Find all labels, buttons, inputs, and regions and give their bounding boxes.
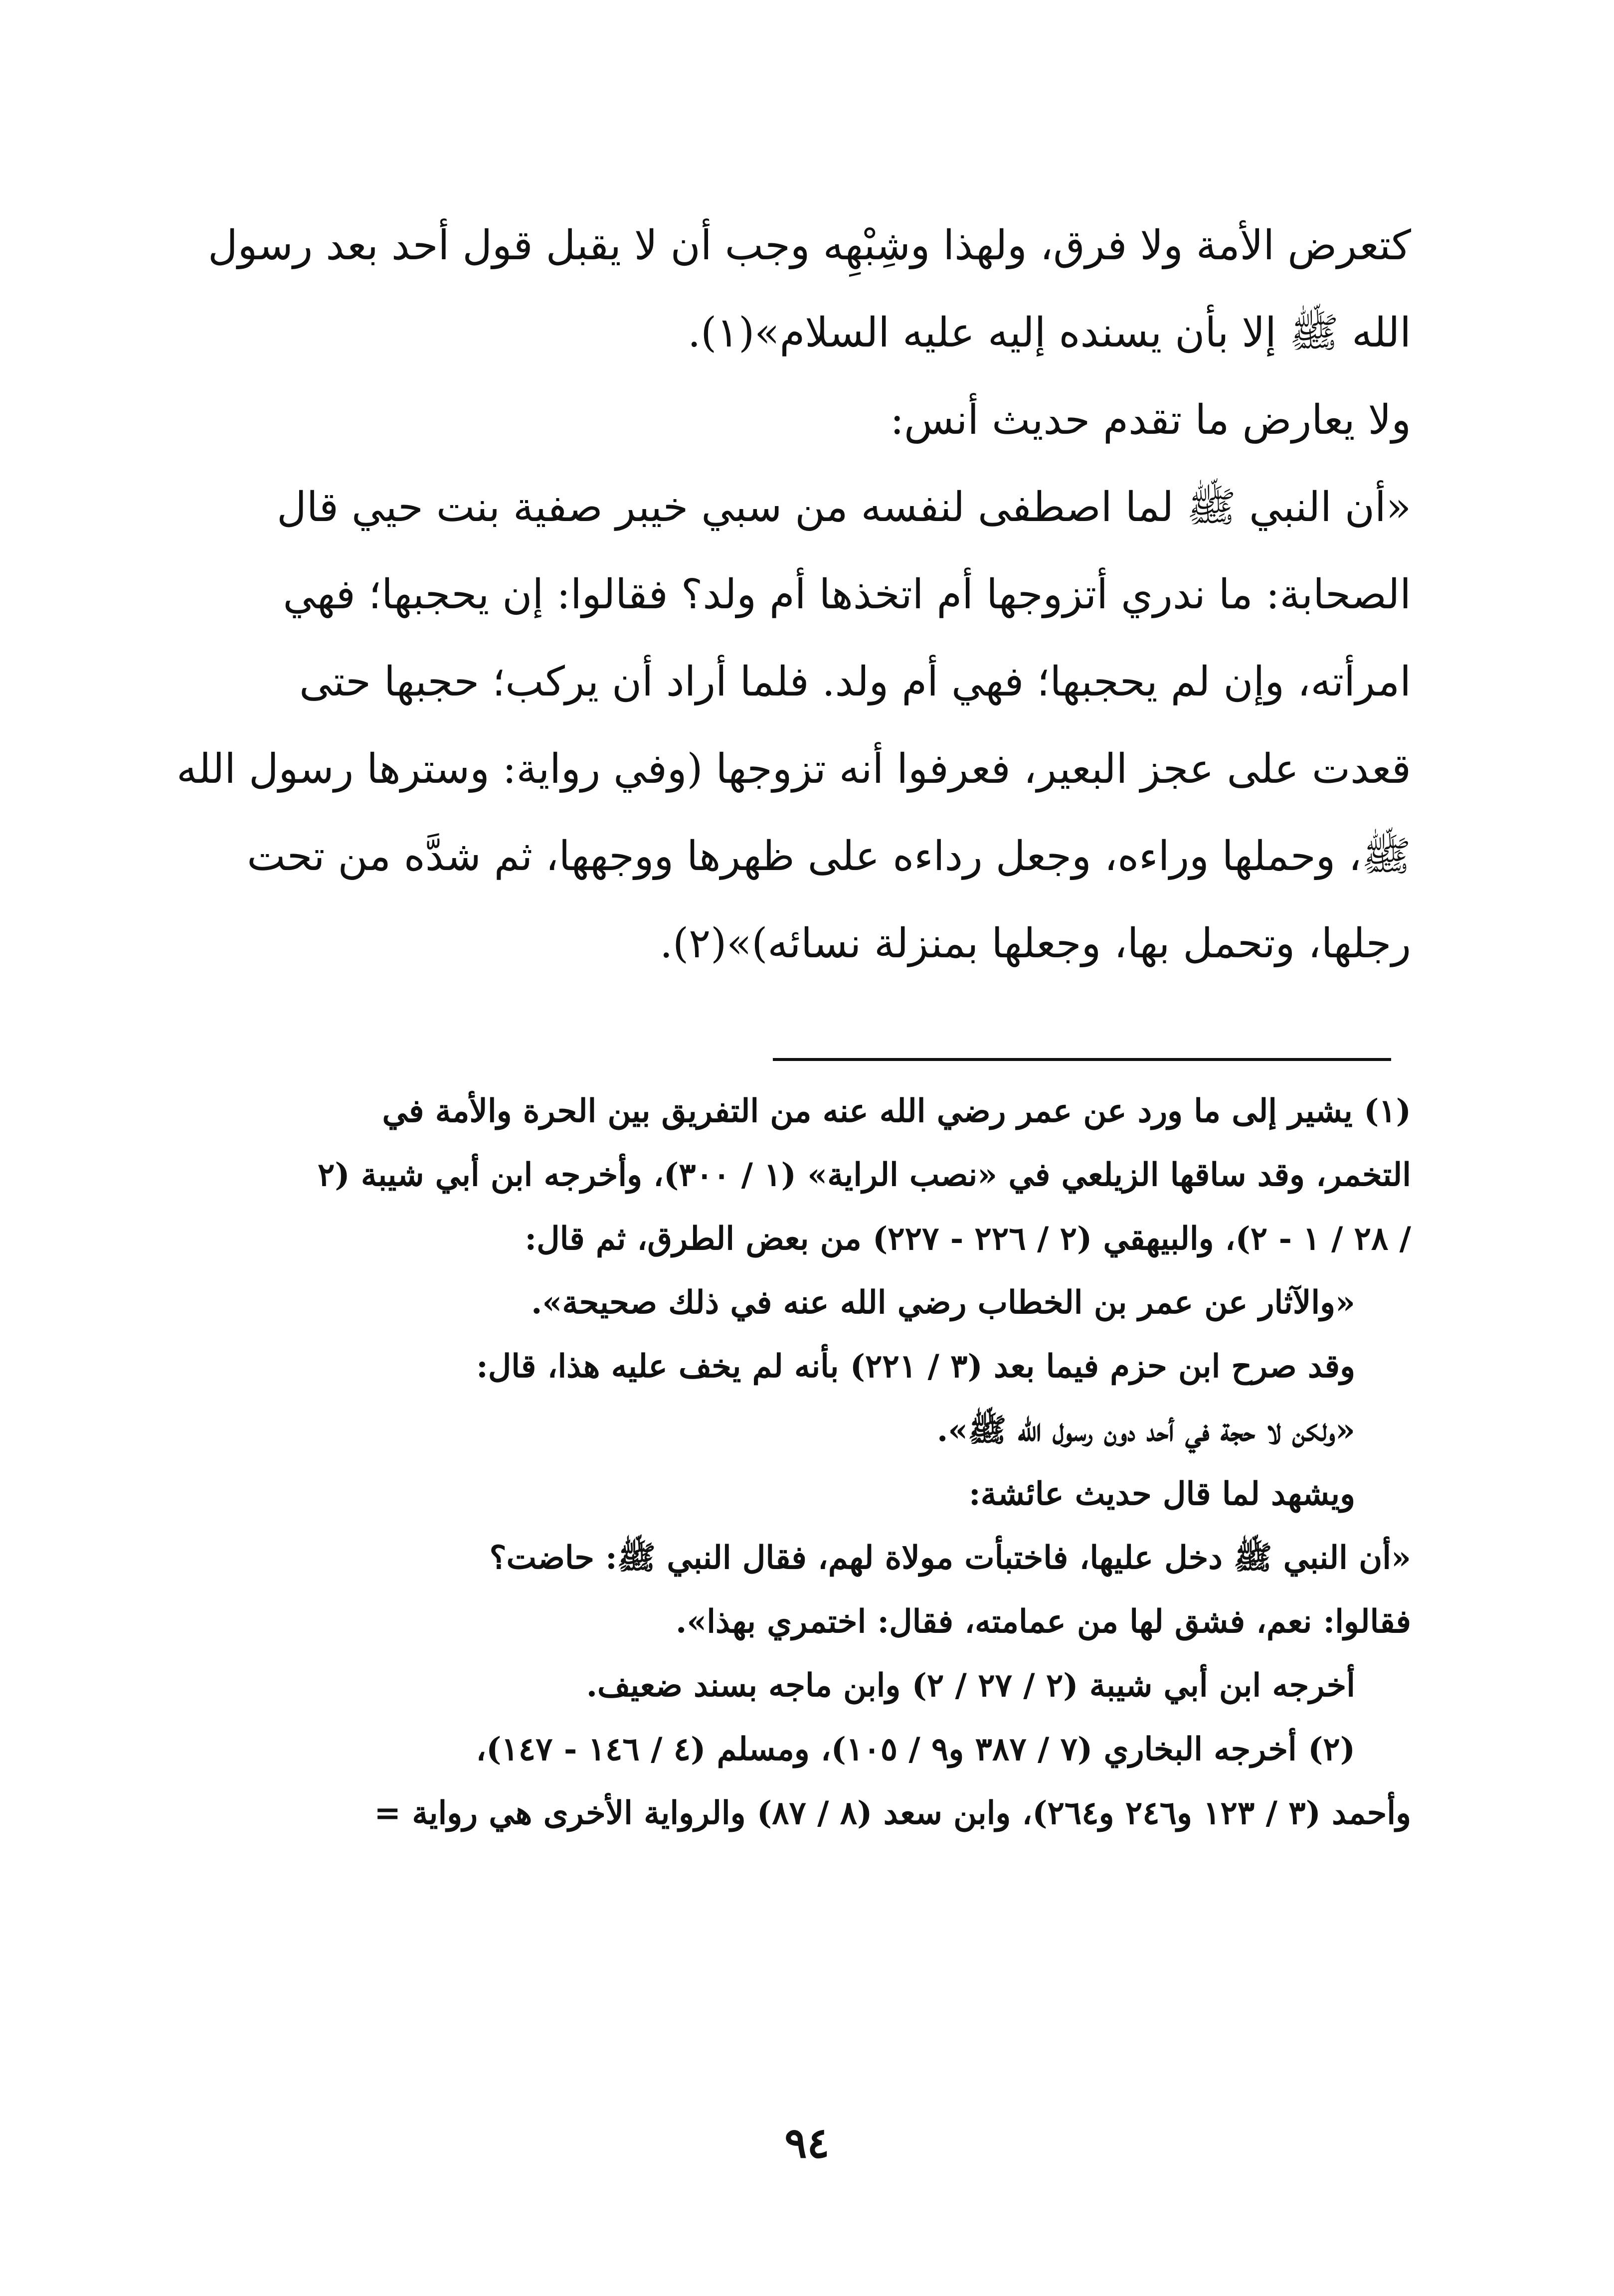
footnote-2-line-2: وأحمد (٣ / ١٢٣ و٢٤٦ و٢٦٤)، وابن سعد (٨ / ٨٧) والرواية الأخرى هي رواية =	[374, 1794, 1411, 1832]
footnote-1-line-10: أخرجه ابن أبي شيبة (٢ / ٢٧ / ٢) وابن ماجه بسند ضعيف.	[586, 1667, 1355, 1704]
footnote-1-line-1: (١) يشير إلى ما ورد عن عمر رضي الله عنه من التفريق بين الحرة والأمة في	[382, 1092, 1411, 1130]
footnote-1-line-4: «والآثار عن عمر بن الخطاب رضي الله عنه في ذلك صحيحة».	[531, 1284, 1355, 1321]
main-text-body	[177, 202, 1411, 987]
footnote-1-line-5: وقد صرح ابن حزم فيما بعد (٣ / ٢٢١) بأنه لم يخف عليه هذا، قال:	[476, 1348, 1355, 1385]
paragraph-3-line-4: قعدت على عجز البعير، فعرفوا أنه تزوجها (وفي رواية: وسترها رسول الله	[177, 745, 1411, 793]
page-number: ٩٤	[784, 2118, 830, 2167]
paragraph-2-line-1: ولا يعارض ما تقدم حديث أنس:	[890, 396, 1411, 444]
footnote-1-line-9: فقالوا: نعم، فشق لها من عمامته، فقال: اختمري بهذا».	[675, 1603, 1411, 1640]
paragraph-3-line-6: رجلها، وتحمل بها، وجعلها بمنزلة نسائه)»(٢).	[660, 920, 1411, 967]
footnote-1-line-2: التخمر، وقد ساقها الزيلعي في «نصب الراية» (١ / ٣٠٠)، وأخرجه ابن أبي شيبة (٢	[317, 1156, 1411, 1194]
footnote-separator-rule	[773, 1058, 1391, 1061]
paragraph-continuation	[194, 202, 1411, 376]
footnote-2-line-1: (٢) أخرجه البخاري (٧ / ٣٨٧ و٩ / ١٠٥)، ومسلم (٤ / ١٤٦ - ١٤٧)،	[476, 1731, 1355, 1768]
paragraph-3-line-3: امرأته، وإن لم يحجبها؛ فهي أم ولد. فلما أراد أن يركب؛ حجبها حتى	[299, 658, 1411, 706]
footnotes-section	[194, 1079, 1411, 1845]
paragraph-3-line-2: الصحابة: ما ندري أتزوجها أم اتخذها أم ولد؟ فقالوا: إن يحجبها؛ فهي	[283, 571, 1411, 618]
paragraph-3-line-1: «أن النبي ﷺ لما اصطفى لنفسه من سبي خيبر صفية بنت حيي قال	[277, 484, 1411, 531]
paragraph-3-line-5: ﷺ، وحملها وراءه، وجعل رداءه على ظهرها ووجهها، ثم شدَّه من تحت	[247, 833, 1411, 880]
footnote-1-line-7: ويشهد لما قال حديث عائشة:	[969, 1475, 1355, 1513]
paragraph-anas-intro	[194, 376, 1411, 464]
footnote-1	[194, 1079, 1411, 1718]
footnote-1-line-6: «ولكن لا حجة في أحد دون رسول الله ﷺ».	[936, 1412, 1355, 1449]
paragraph-hadith-quote	[177, 464, 1411, 987]
footnote-1-line-3: / ٢٨ / ١ - ٢)، والبيهقي (٢ / ٢٢٦ - ٢٢٧) من بعض الطرق، ثم قال:	[525, 1220, 1411, 1257]
footnote-1-line-8: «أن النبي ﷺ دخل عليها، فاختبأت مولاة لهم، فقال النبي ﷺ: حاضت؟	[489, 1539, 1411, 1577]
paragraph-1-line-1: كتعرض الأمة ولا فرق، ولهذا وشِبْهِه وجب أن لا يقبل قول أحد بعد رسول	[208, 222, 1411, 269]
footnote-2	[194, 1718, 1411, 1845]
paragraph-1-line-2: الله ﷺ إلا بأن يسنده إليه عليه السلام»(١).	[688, 309, 1411, 356]
